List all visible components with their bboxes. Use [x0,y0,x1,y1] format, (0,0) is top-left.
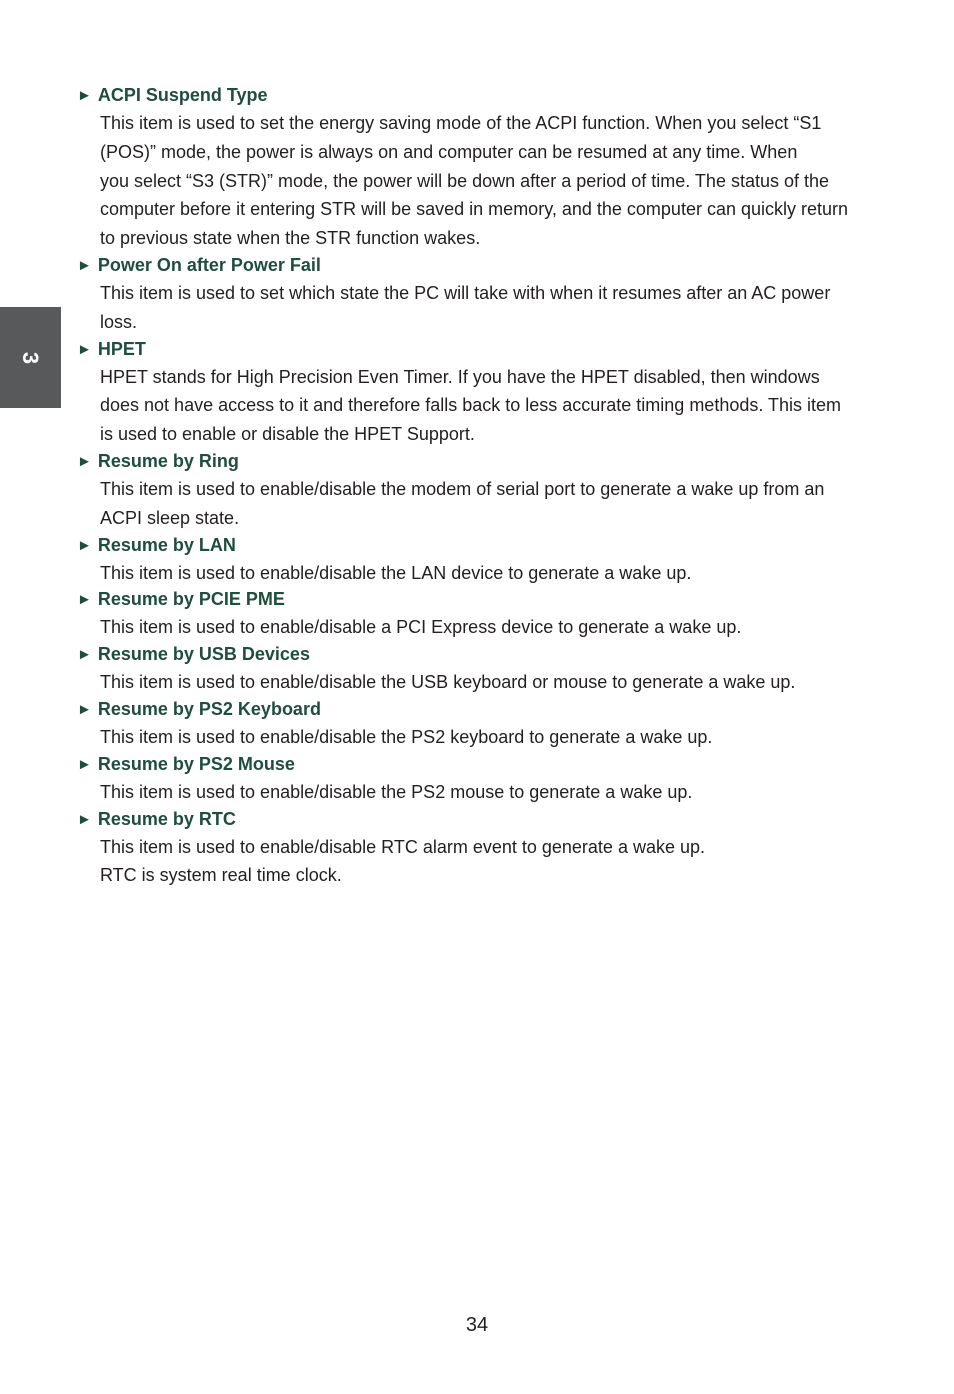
section-heading [77,251,954,279]
triangle-bullet-icon: ► [77,810,92,828]
section-body: This item is used to enable/disable a PCI Express device to generate a wake up. [100,617,742,638]
section-title: Power On after Power Fail [97,254,321,275]
triangle-bullet-icon: ► [77,536,92,554]
section-body: This item is used to enable/disable the PS2 keyboard to generate a wake up. [100,726,713,747]
section-body: HPET stands for High Precision Even Timer. If you have the HPET disabled, then windows does not have access to it and therefore falls back to less accurate timing methods. This item is used to enable or disable the HPET Support. [100,366,842,445]
triangle-bullet-icon: ► [77,256,92,274]
triangle-bullet-icon: ► [77,591,92,609]
triangle-bullet-icon: ► [77,755,92,773]
section-resume-by-pcie-pme [0,585,954,642]
page-number: 34 [465,1314,489,1336]
section-title: HPET [97,338,146,359]
section-heading [77,447,954,475]
section-body: This item is used to enable/disable the PS2 mouse to generate a wake up. [100,781,693,802]
section-resume-by-ps2-mouse [0,750,954,807]
triangle-bullet-icon: ► [77,700,92,718]
section-title: Resume by PS2 Mouse [97,753,295,774]
section-title: Resume by USB Devices [97,644,310,665]
triangle-bullet-icon: ► [77,87,92,104]
section-resume-by-usb-devices [0,640,954,697]
section-body: This item is used to enable/disable the USB keyboard or mouse to generate a wake up. [100,672,796,693]
section-body: This item is used to enable/disable the LAN device to generate a wake up. [100,562,692,583]
section-body: This item is used to set which state the PC will take with when it resumes after an AC power loss. [100,282,831,332]
triangle-bullet-icon: ► [77,340,92,358]
section-title: Resume by Ring [97,450,239,471]
section-resume-by-ring [0,447,954,533]
section-title: Resume by LAN [97,534,236,555]
section-heading [77,81,954,109]
section-title: ACPI Suspend Type [97,85,268,105]
section-body: This item is used to set the energy saving mode of the ACPI function. When you select “S1 (POS)” mode, the power is always on and computer can be resumed at any time. When you select “S3 (STR)” mode, the power will be down after a period of time. The status of the computer before it entering STR will be saved in memory, and the computer can quickly return to previous state when the STR function wakes. [100,113,849,249]
triangle-bullet-icon: ► [77,452,92,470]
document-content [0,81,954,890]
section-title: Resume by RTC [97,808,236,829]
section-body: This item is used to enable/disable the modem of serial port to generate a wake up from an ACPI sleep state. [100,478,825,528]
section-body: This item is used to enable/disable RTC alarm event to generate a wake up. RTC is system real time clock. [100,836,705,886]
section-acpi-suspend-type [0,81,954,253]
section-resume-by-rtc [0,805,954,891]
chapter-number: 3 [18,351,44,364]
section-heading [77,640,954,668]
section-heading [77,805,954,833]
section-hpet [0,335,954,449]
section-title: Resume by PS2 Keyboard [97,698,321,719]
section-resume-by-lan [0,531,954,588]
triangle-bullet-icon: ► [77,646,92,664]
section-heading [77,335,954,363]
section-title: Resume by PCIE PME [97,589,285,610]
section-heading [77,585,954,613]
section-heading [77,695,954,723]
section-heading [77,750,954,778]
section-heading [77,531,954,559]
section-resume-by-ps2-keyboard [0,695,954,752]
section-power-on-after-power-fail [0,251,954,337]
